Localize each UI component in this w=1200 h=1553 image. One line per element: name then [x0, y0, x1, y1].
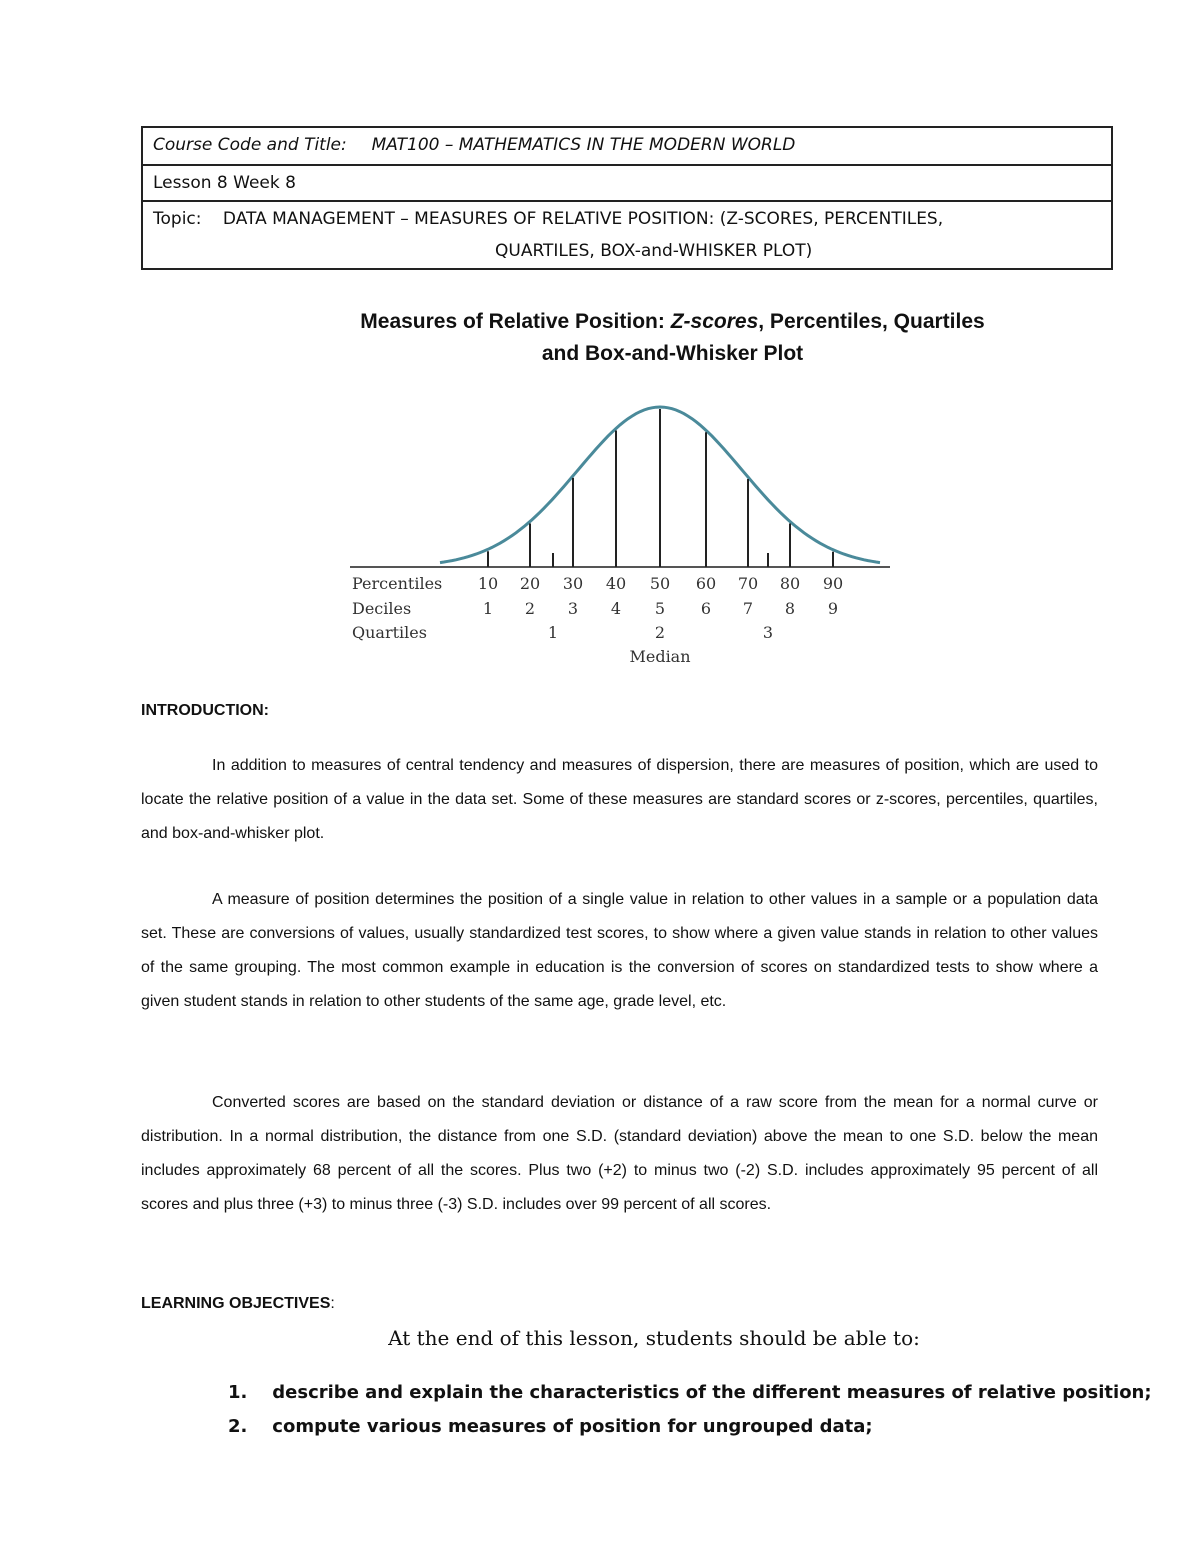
objective-number: 2.: [228, 1416, 248, 1437]
objective-text: compute various measures of position for ungrouped data;: [272, 1416, 873, 1437]
decile-tick-label: 9: [827, 599, 839, 618]
title-line2: and Box-and-Whisker Plot: [541, 342, 804, 365]
title-prefix: Measures of Relative Position:: [360, 310, 665, 333]
normal-curve-svg: [340, 395, 900, 675]
decile-tick-label: 6: [700, 599, 712, 618]
percentile-tick-label: 10: [477, 574, 499, 593]
percentile-tick-label: 70: [737, 574, 759, 593]
decile-tick-label: 8: [784, 599, 796, 618]
objectives-heading-colon: :: [330, 1295, 335, 1312]
objective-item: [228, 1410, 1152, 1444]
objectives-lead: At the end of this lesson, students should be able to:: [388, 1326, 920, 1350]
intro-paragraph-1: In addition to measures of central tendency and measures of dispersion, there are measures of position, which are used to locate the relative position of a value in the data set. Some of these measures are standard scores or z-scores, percentiles, quartiles, and box-and-whisker plot.: [141, 757, 1098, 842]
topic-line1: DATA MANAGEMENT – MEASURES OF RELATIVE POSITION: (Z-SCORES, PERCENTILES,: [222, 209, 944, 229]
percentile-tick-label: 40: [605, 574, 627, 593]
lesson-row: [143, 166, 1111, 202]
intro-paragraph-2: A measure of position determines the position of a single value in relation to other values in a sample or a population data set. These are conversions of values, usually standardized test scores, to show where a given value stands in relation to other values of the same grouping. The most common example in education is the conversion of scores on standardized tests to show where a given student stands in relation to other students of the same age, grade level, etc.: [141, 891, 1098, 1010]
quartile-tick-label: 2: [654, 623, 666, 642]
normal-curve-figure: [340, 395, 900, 675]
title-italic: Z-scores: [670, 310, 759, 333]
percentile-tick-label: 50: [649, 574, 671, 593]
median-label: Median: [629, 647, 691, 666]
percentile-tick-label: 60: [695, 574, 717, 593]
objective-number: 1.: [228, 1382, 248, 1403]
objectives-list: [228, 1376, 1152, 1444]
page-title: [140, 306, 1200, 370]
decile-tick-label: 3: [567, 599, 579, 618]
percentile-tick-label: 20: [519, 574, 541, 593]
decile-tick-label: 7: [742, 599, 754, 618]
decile-tick-label: 5: [654, 599, 666, 618]
quartile-tick-label: 3: [762, 623, 774, 642]
decile-tick-label: 4: [610, 599, 622, 618]
percentile-tick-label: 30: [562, 574, 584, 593]
course-header-table: [141, 126, 1113, 270]
row-label-percentiles: Percentiles: [352, 574, 443, 593]
intro-paragraph-3: Converted scores are based on the standard deviation or distance of a raw score from the mean for a normal curve or distribution. In a normal distribution, the distance from one S.D. (standard deviation) above the mean to one S.D. below the mean includes approximately 68 percent of all the scores. Plus two (+2) to minus two (-2) S.D. includes approximately 95 percent of all scores and plus three (+3) to minus three (-3) S.D. includes over 99 percent of all scores.: [141, 1094, 1098, 1213]
introduction-heading: INTRODUCTION:: [141, 702, 269, 719]
objective-item: [228, 1376, 1152, 1410]
decile-tick-label: 2: [524, 599, 536, 618]
percentile-tick-label: 80: [779, 574, 801, 593]
course-label: Course Code and Title:: [153, 135, 347, 155]
decile-tick-label: 1: [482, 599, 494, 618]
row-label-deciles: Deciles: [352, 599, 412, 618]
quartile-tick-label: 1: [547, 623, 559, 642]
percentile-tick-label: 90: [822, 574, 844, 593]
lesson-text: Lesson 8 Week 8: [153, 173, 296, 193]
objectives-heading: [141, 1295, 335, 1313]
objectives-heading-text: LEARNING OBJECTIVES: [141, 1295, 331, 1312]
row-label-quartiles: Quartiles: [352, 623, 427, 642]
objective-text: describe and explain the characteristics of the different measures of relative position;: [272, 1382, 1152, 1403]
topic-label: Topic:: [153, 209, 202, 229]
course-value: MAT100 – MATHEMATICS IN THE MODERN WORLD: [371, 135, 796, 155]
topic-row: [143, 202, 1111, 268]
topic-line2: QUARTILES, BOX-and-WHISKER PLOT): [495, 241, 813, 261]
course-row: [143, 128, 1111, 166]
title-suffix: , Percentiles, Quartiles: [758, 310, 985, 333]
